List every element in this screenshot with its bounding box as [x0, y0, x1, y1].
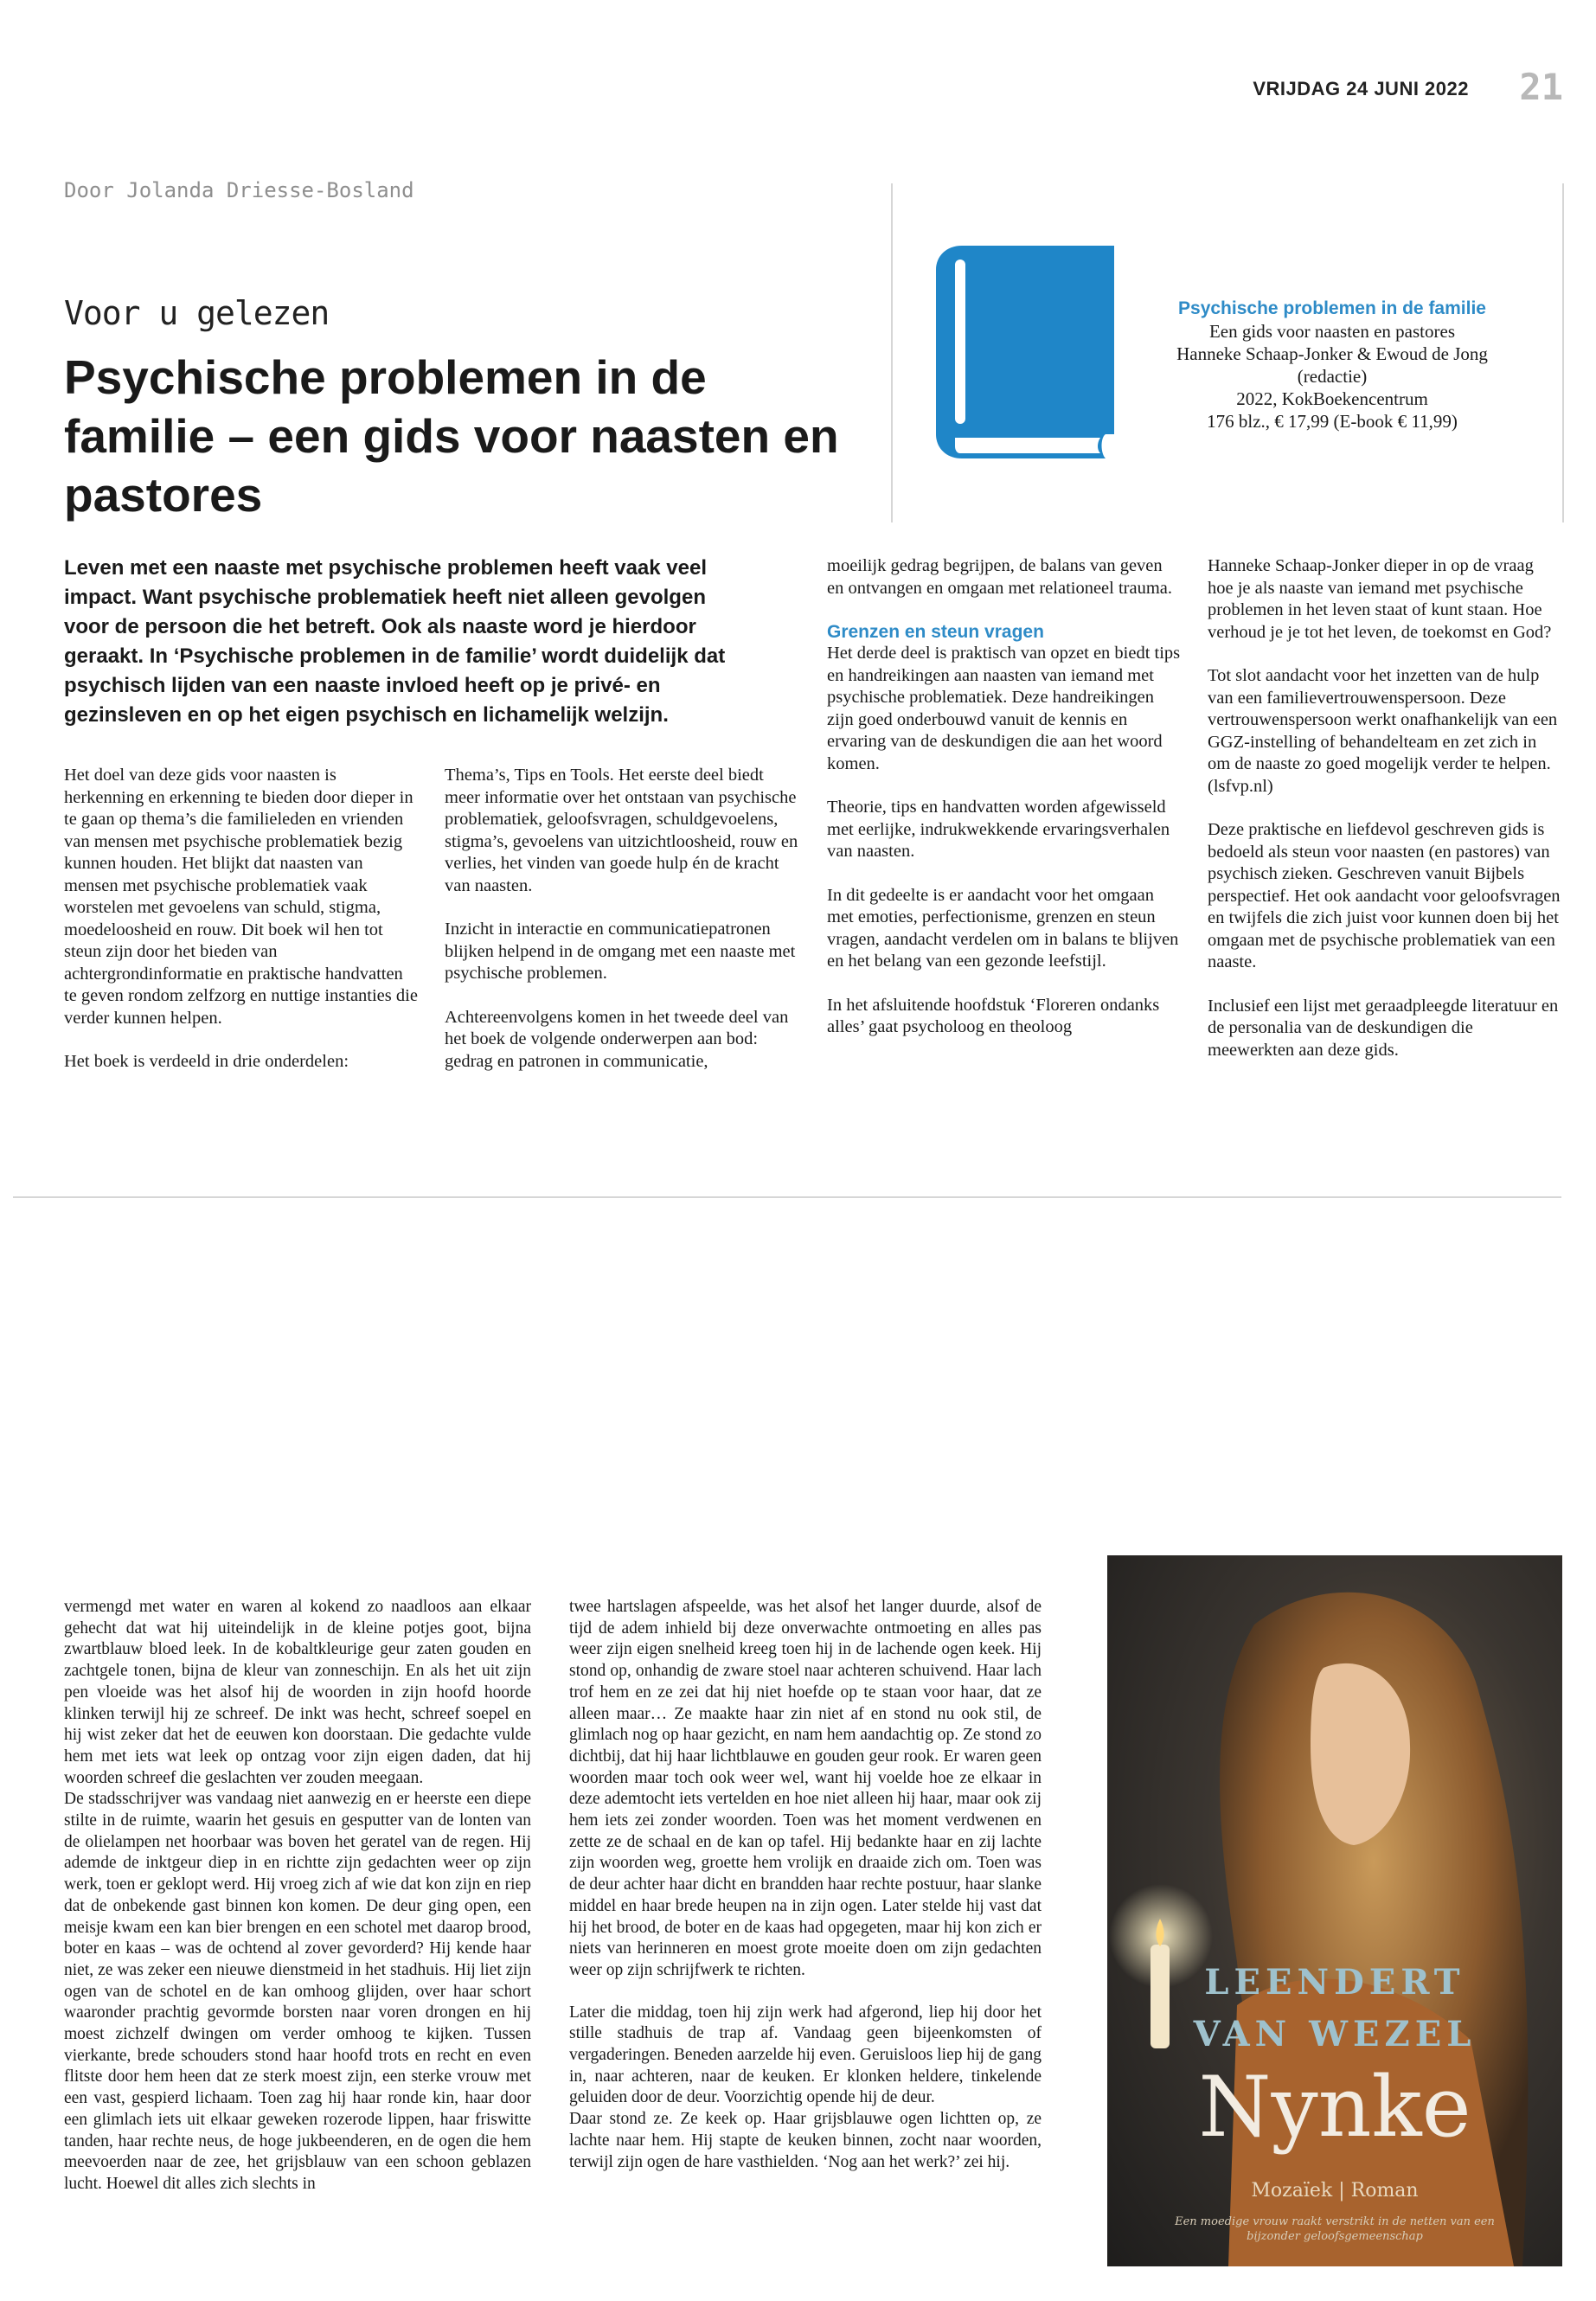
cover-series: Mozaïek | Roman [1251, 2180, 1419, 2202]
paragraph: In het afsluitende hoofdstuk ‘Floreren ondanks alles’ gaat psycholoog en theoloog [827, 995, 1160, 1036]
article-column-1 [64, 765, 419, 1074]
divider-left [891, 183, 893, 522]
divider-right [1562, 183, 1564, 522]
paragraph: Het derde deel is praktisch van opzet en biedt tips en handreikingen aan naasten van iemand met psychische problematiek. Deze handreikingen zijn goed onderbouwd vanuit de kennis en ervaring van de deskundigen die aan het woord komen. [827, 644, 1181, 773]
excerpt-column-2 [569, 1597, 1042, 2173]
book-info [1159, 298, 1505, 433]
paragraph: moeilijk gedrag begrijpen, de balans van geven en ontvangen en omgaan met relationeel trauma. [827, 556, 1173, 598]
cover-illustration [1107, 1555, 1562, 2266]
paragraph: Deze praktische en liefdevol geschreven gids is bedoeld als steun voor naasten (en pastores) van psychisch zieken. Geschreven vanuit Bijbels perspectief. Het ook aandacht voor geloofsvragen en twijfels die zich juist voor kunnen doen bij het omgaan met de psychische problematiek van een naaste. [1208, 820, 1561, 971]
cover-tagline: Een moedige vrouw raakt verstrikt in de netten van een bijzonder geloofsgemeenschap [1175, 2215, 1495, 2243]
paragraph: Achtereenvolgens komen in het tweede deel van het boek de volgende onderwerpen aan bod: gedrag en patronen in communicatie, [445, 1007, 789, 1071]
article-column-3 [827, 555, 1182, 1039]
cover-title: Nynke [1198, 2059, 1471, 2156]
book-info-subtitle: Een gids voor naasten en pastores [1208, 321, 1455, 342]
paragraph: Later die middag, toen hij zijn werk had afgerond, liep hij door het stille stadhuis de trap af. Vandaag geen bijeenkomsten of vergaderingen. Beneden aarzelde hij even. Geruisloos liep hij de gang in, naar achteren, naar de keuken. Er klonken heldere, tinkelende geluiden door de deur. Voorzichtig opende hij de deur. Daar stond ze. Ze keek op. Haar grijsblauwe ogen lichtten op, ze lachte naar hem. Hij stapte de keuken binnen, zocht naar woorden, terwijl zijn ogen de hare vasthielden. ‘Nog aan het werk?’ zei hij. [569, 2003, 1042, 2171]
paragraph: Tot slot aandacht voor het inzetten van de hulp van een familievertrouwenspersoon. Deze vertrouwenspersoon werkt onafhankelijk van een GGZ-instelling of behandelteam en zet zich in om de naaste zo goed mogelijk verder te helpen. (lsfvp.nl) [1208, 666, 1558, 796]
book-info-price: 176 blz., € 17,99 (E-book € 11,99) [1207, 411, 1458, 432]
book-info-title: Psychische problemen in de familie [1178, 298, 1486, 318]
paragraph: Het doel van deze gids voor naasten is herkenning en erkenning te bieden door dieper in te gaan op thema’s die familieleden en vrienden van mensen met psychische problematiek bezig kunnen houden. Het blijkt dat naasten van mensen met psychische problematiek vaak worstelen met gevoelens van schuld, stigma, moedeloosheid en rouw. Dit boek wil hen tot steun zijn door het bieden van achtergrondinformatie en praktische handvatten te geven rondom zelfzorg en nuttige instanties die verder kunnen helpen. [64, 766, 418, 1028]
lead-paragraph: Leven met een naaste met psychische problemen heeft vaak veel impact. Want psychische problematiek heeft niet alleen gevolgen voor de persoon die het betreft. Ook als naaste word je hierdoor geraakt. In ‘Psychische problemen in de familie’ wordt duidelijk dat psychisch lijden van een naaste invloed heeft op je privé- en gezinsleven en op het eigen psychisch en lichamelijk welzijn. [64, 556, 726, 727]
paragraph: Hanneke Schaap-Jonker dieper in op de vraag hoe je als naaste van iemand met psychische problemen in het leven staat of kunt staan. Hoe verhoud je je tot het leven, de toekomst en God? [1208, 556, 1552, 642]
headline: Psychische problemen in de familie – een gids voor naasten en pastores [64, 350, 839, 522]
book-info-publisher: 2022, KokBoekencentrum [1236, 388, 1428, 409]
cover-author-line-2: VAN WEZEL [1193, 2014, 1477, 2054]
book-cover [1107, 1555, 1562, 2266]
section-kicker: Voor u gelezen [64, 294, 330, 332]
article-column-2 [445, 765, 799, 1073]
paragraph: Inzicht in interactie en communicatiepatronen blijken helpend in de omgang met een naaste met psychische problemen. [445, 920, 796, 983]
paragraph: Theorie, tips en handvatten worden afgewisseld met eerlijke, indrukwekkende ervaringsverhalen van naasten. [827, 798, 1170, 861]
paragraph: Het boek is verdeeld in drie onderdelen: [64, 1052, 349, 1071]
excerpt-column-1 [64, 1597, 531, 2195]
subheading: Grenzen en steun vragen [827, 622, 1044, 642]
article-column-4 [1208, 555, 1562, 1061]
paragraph: Inclusief een lijst met geraadpleegde literatuur en de personalia van de deskundigen die meewerkten aan deze gids. [1208, 996, 1559, 1060]
paragraph: In dit gedeelte is er aandacht voor het omgaan met emoties, perfectionisme, grenzen en steun vragen, aandacht verdelen om in balans te blijven en het belang van een gezonde leefstijl. [827, 885, 1179, 971]
page-number: 21 [1519, 66, 1563, 108]
issue-date: VRIJDAG 24 JUNI 2022 [1253, 78, 1469, 99]
cover-author-line-1: LEENDERT [1204, 1962, 1465, 2003]
paragraph: vermengd met water en waren al kokend zo naadloos aan elkaar gehecht dat wat hij uiteindelijk in de kleine potjes goot, bijna zwartblauw bloed leek. In de kobaltkleurige geur zaten gouden en zachtgele tonen, bijna de kleur van zonneschijn. En als het uit zijn pen vloeide was het alsof hij de woorden in zijn hoofd hoorde klinken terwijl hij ze schreef. De inkt was hecht, schreef soepel en hij wist zeker dat het de eeuwen kon doorstaan. Die gedachte vulde hem met iets wat leek op ontzag voor zijn eigen daden, dat hij woorden schreef die geslachten ver zouden meegaan. De stadsschrijver was vandaag niet aanwezig en er heerste een diepe stilte in de ruimte, waarin het gesuis en gesputter van de lonten van de olielampen net hoorbaar was boven het geratel van de regen. Hij ademde de inktgeur diep in en richtte zijn gedachten weer op zijn werk, toen er geklopt werd. Hij vroeg zich af wie dat kon zijn en riep dat de onbekende gast binnen kon komen. De deur ging open, een meisje kwam een kan bier brengen en een schotel met daarop brood, boter en kaas – was de ochtend al zover gevorderd? Hij kende haar niet, ze was zeker een nieuwe dienstmeid in het stadhuis. Hij liet zijn ogen van de schotel en de kan omhoog glijden, over haar schort waaronder prachtig gevormde borsten naar voren drongen en hij moest zichzelf dwingen om verder omhoog te kijken. Tussen vierkante, brede schouders stond haar hoofd trots en recht en even flitste door hem heen dat ze sterk moest zijn, een sterke vrouw met een vast, gespierd lichaam. Toen zag hij haar ronde kin, haar door een glimlach iets uit elkaar geweken rozerode lippen, haar friswitte tanden, haar rechte neus, de hoge jukbeenderen, en de ogen die hem meevoerden naar de zee, het grijsblauw van een schoon geblazen lucht. Hoewel dit alles zich slechts in [64, 1598, 531, 2193]
book-info-authors: Hanneke Schaap-Jonker & Ewoud de Jong (redactie) [1176, 343, 1488, 387]
paragraph: twee hartslagen afspeelde, was het alsof het langer duurde, alsof de tijd de adem inhield bij deze onverwachte ontmoeting en alles pas weer zijn eigen snelheid kreeg toen hij in de lachende ogen keek. Hij stond op, onhandig de zware stoel naar achteren schuivend. Haar lach trof hem en ze zei dat hij niet hoefde op te staan voor haar, dat ze alleen maar… Ze maakte haar zin niet af en stond nu ook stil, de glimlach nog op haar gezicht, en nam hem aandachtig op. Ze stond zo dichtbij, dat hij haar lichtblauwe en gouden geur rook. Er waren geen woorden maar toch ook weer wel, want hij voelde hoe ze elkaar in deze ademtocht iets vertelden en hoe niet alleen hij haar, maar ook zij hem iets zei zonder woorden. Toen was het moment verdwenen en zette ze de schaal en de kan op tafel. Hij bedankte haar en zij lachte zijn woorden weg, groette hem vrolijk en draaide zich om. Toen was de deur achter haar dicht en brandden haar rechte postuur, haar slanke middel en haar brede heupen na in zijn ogen. Later stelde hij vast dat hij het brood, de boter en de kaas had opgegeten, maar hij kon zich er niets van herinneren en moest grote moeite doen om zijn gedachten weer op zijn schrijfwerk te richten. [569, 1598, 1042, 1979]
book-icon [936, 246, 1114, 458]
byline: Door Jolanda Driesse-Bosland [64, 178, 414, 202]
paragraph: Thema’s, Tips en Tools. Het eerste deel biedt meer informatie over het ontstaan van psychische problematiek, geloofsvragen, schuldgevoelens, stigma’s, gevoelens van uitzichtloosheid, rouw en verlies, het vinden van goede hulp én de kracht van naasten. [445, 766, 798, 895]
section-divider [13, 1196, 1561, 1198]
